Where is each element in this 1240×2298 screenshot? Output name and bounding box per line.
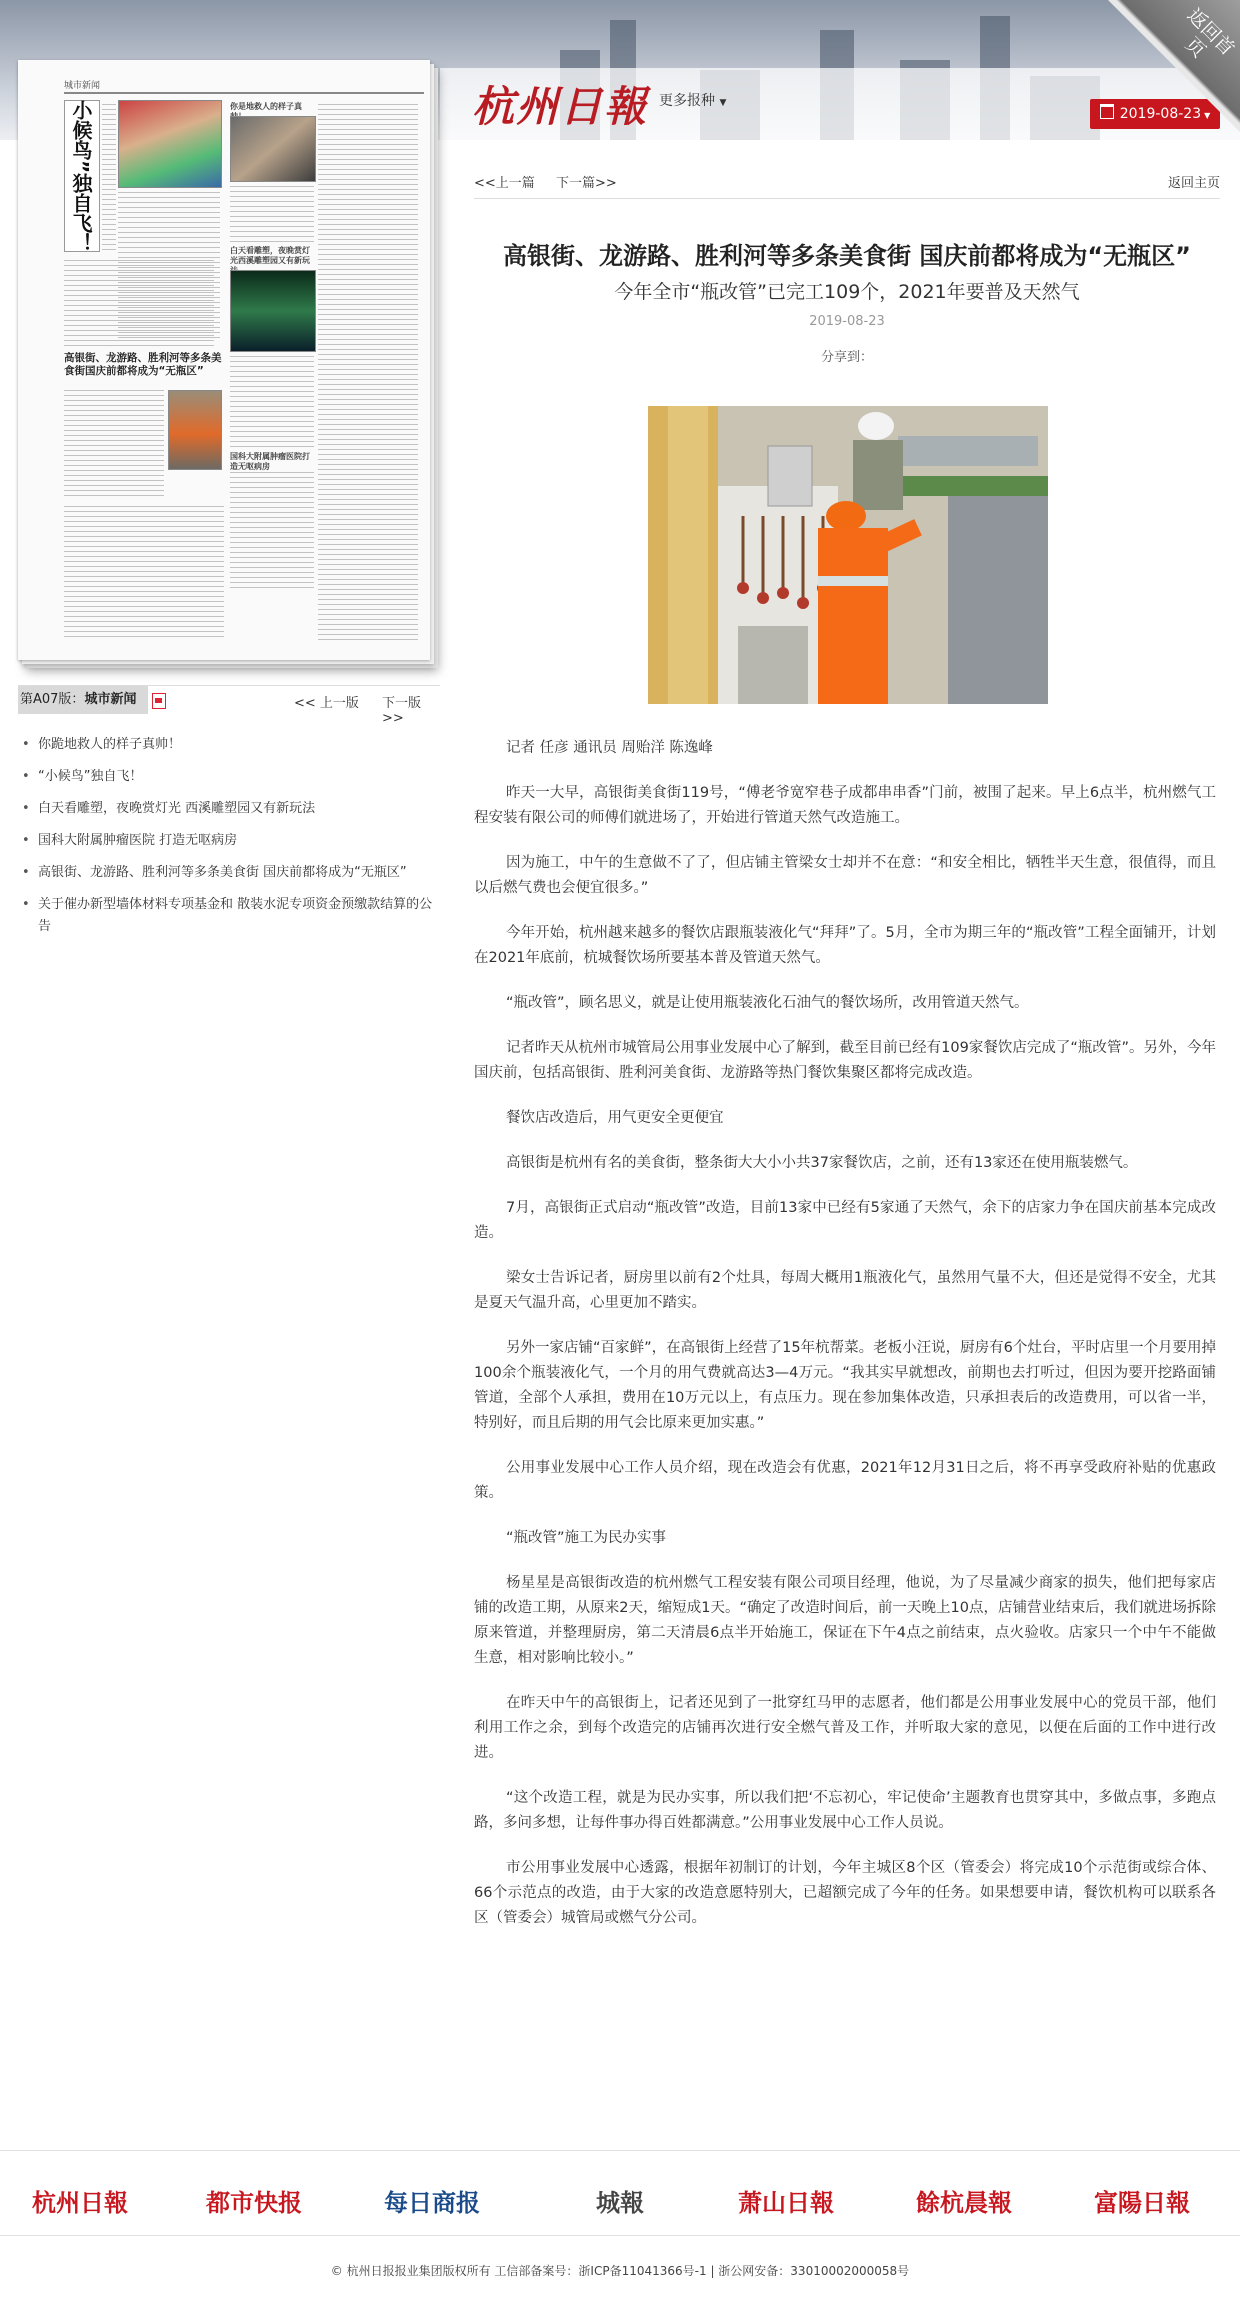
paper-side-title: 你是地救人的样子真: [230, 102, 302, 111]
article-title: 高银街、龙游路、胜利河等多条美食街 国庆前都将成为“无瓶区”: [503, 242, 1191, 270]
article-paragraph: “瓶改管”，顾名思义，就是让使用瓶装液化石油气的餐饮场所，改用管道天然气。: [506, 995, 1029, 1011]
prev-article-link[interactable]: <<上一篇: [474, 176, 535, 191]
calendar-icon: [1100, 104, 1114, 119]
article-paragraph: 在昨天中午的高银街上，记者还见到了一批穿红马甲的志愿者，他们都是公用事业发展中心的党员干部，他们利用工作之余，到每个改造完的店铺再次进行安全燃气普及工作，并听取大家的意见，以便在后面的工作中进行改进。: [474, 1695, 1216, 1761]
date-picker-button[interactable]: [1090, 99, 1220, 129]
article-subheading: 餐饮店改造后，用气更安全更便宜: [506, 1110, 724, 1126]
paper-text-block: [230, 356, 314, 448]
edition-label: [18, 686, 148, 714]
paper-text-block: [230, 472, 314, 592]
article-list-item[interactable]: • 关于催办新型墙体材料专项基金和 散装水泥专项资金预缴款结算的公告: [22, 894, 440, 938]
back-home-label[interactable]: 返回首页: [1180, 4, 1239, 63]
caret-down-icon: ▼: [1204, 111, 1211, 120]
next-article-link[interactable]: 下一篇>>: [556, 176, 617, 191]
paper-text-block: [64, 506, 224, 640]
paper-text-block: [64, 390, 164, 500]
paper-side-title: 白天看雕塑，夜晚赏灯光西溪雕塑园又有新玩: [230, 246, 310, 265]
more-papers-label: 更多报种: [659, 93, 715, 109]
article-list-item[interactable]: • 白天看雕塑，夜晚赏灯光 西溪雕塑园又有新玩法: [22, 798, 440, 820]
partner-logos: [0, 2150, 1240, 2236]
date-label: 2019-08-23: [1119, 106, 1202, 122]
share-label[interactable]: 分享到：: [820, 350, 873, 365]
article-nav: [474, 170, 1220, 199]
paper-text-block: [230, 186, 314, 242]
article-list-item[interactable]: • 你跪地救人的样子真帅！: [22, 734, 440, 756]
article-body: [474, 736, 1216, 1951]
edition-name: 城市新闻: [84, 692, 137, 707]
copyright-text: © 杭州日报报业集团版权所有 工信部备案号：浙ICP备11041366号-1 | 浙公网安备：33010002000058号: [330, 2264, 910, 2278]
caret-down-icon: ▼: [719, 98, 727, 108]
article-list-item[interactable]: • 国科大附属肿瘤医院 打造无呕病房: [22, 830, 440, 852]
edition-bar: [18, 685, 440, 726]
paper-photo: [118, 100, 222, 188]
article-paragraph: 市公用事业发展中心透露，根据年初制订的计划，今年主城区8个区（管委会）将完成10个示范街或综合体、66个示范点的改造，由于大家的改造意愿特别大，已超额完成了今年的任务。如果想要申请，餐饮机构可以联系各区（管委会）城管局或燃气分公司。: [474, 1860, 1216, 1926]
edition-number: 第A07版：: [20, 692, 85, 707]
article-list-item[interactable]: • “小候鸟”独自飞！: [22, 766, 440, 788]
article-photo: [648, 406, 1048, 704]
hangzhou-daily-logo[interactable]: 杭州日報: [472, 82, 649, 131]
back-home-link[interactable]: 返回主页: [1167, 176, 1220, 191]
paper-page[interactable]: [18, 60, 430, 660]
paper-photo: [168, 390, 222, 470]
article-subtitle: 今年全市“瓶改管”已完工109个，2021年要普及天然气: [614, 281, 1080, 303]
partner-logo-fuyang-daily[interactable]: 富陽日報: [1094, 2188, 1190, 2217]
partner-logo-hangzhou-daily[interactable]: 杭州日報: [32, 2188, 128, 2217]
article-paragraph: 记者 任彦 通讯员 周贻洋 陈逸峰: [506, 740, 713, 756]
article-list-item[interactable]: • 高银街、龙游路、胜利河等多条美食街 国庆前都将成为“无瓶区”: [22, 862, 440, 884]
article-paragraph: 7月，高银街正式启动“瓶改管”改造，目前13家中已经有5家通了天然气，余下的店家力争在国庆前基本完成改造。: [474, 1200, 1216, 1241]
paper-section-name: 城市新闻: [64, 81, 101, 91]
paper-side-title: 国科大附属肿瘤医院打造无呕病房: [230, 452, 310, 471]
paper-photo: [230, 116, 316, 182]
partner-logo-meiri-shangbao[interactable]: 每日商报: [384, 2188, 480, 2217]
partner-logo-metro[interactable]: 城報: [596, 2188, 644, 2217]
article-paragraph: 另外一家店铺“百家鲜”，在高银街上经营了15年杭帮菜。老板小汪说，厨房有6个灶台，平时店里一个月要用掉100余个瓶装液化气，一个月的用气费就高达3—4万元。“我其实早就想改，前期也去打听过，但因为要开挖路面铺管道，全部个人承担，费用在10万元以上，有点压力。现在参加集体改造，只承担表后的改造费用，可以省一半，特别好，而且后期的用气会比原来更加实惠。”: [474, 1340, 1216, 1431]
article-subheading: “瓶改管”施工为民办实事: [506, 1530, 667, 1546]
article-paragraph: 杨星星是高银街改造的杭州燃气工程安装有限公司项目经理，他说，为了尽量减少商家的损失，他们把每家店铺的改造工期，从原来2天，缩短成1天。“确定了改造时间后，前一天晚上10点，店铺营业结束后，我们就进场拆除原来管道，并整理厨房，第二天清晨6点半开始施工，保证在下午4点之前结束，点火验收。店家只一个中午不能做生意，相对影响比较小。”: [474, 1575, 1216, 1666]
newspaper-page-thumbnail[interactable]: [18, 60, 440, 672]
article-paragraph: 今年开始，杭州越来越多的餐饮店跟瓶装液化气“拜拜”了。5月，全市为期三年的“瓶改管”工程全面铺开，计划在2021年底前，杭城餐饮场所要基本普及管道天然气。: [474, 925, 1216, 966]
article-paragraph: 高银街是杭州有名的美食街，整条街大大小小共37家餐饮店，之前，还有13家还在使用瓶装燃气。: [506, 1155, 1138, 1171]
paper-headline: 高银街、龙游路、胜利河等多条美食街国庆前都将成为“无瓶区”: [64, 352, 222, 377]
paper-text-block: [318, 104, 418, 644]
article-date: 2019-08-23: [809, 314, 885, 329]
article-paragraph: 记者昨天从杭州市城管局公用事业发展中心了解到，截至目前已经有109家餐饮店完成了“瓶改管”。另外，今年国庆前，包括高银街、胜利河美食街、龙游路等热门餐饮集聚区都将完成改造。: [474, 1040, 1216, 1081]
pdf-icon[interactable]: [152, 693, 166, 709]
workers-pipe-photo: [648, 406, 1048, 704]
paper-text-block: [102, 104, 116, 254]
partner-logo-yuhang-morning[interactable]: 餘杭晨報: [916, 2188, 1012, 2217]
paper-photo: [230, 270, 316, 352]
paper-vertical-title: 小候鸟”独自飞！: [69, 100, 93, 254]
more-papers-dropdown[interactable]: [659, 90, 726, 110]
next-edition-link[interactable]: 下一版>>: [382, 696, 422, 726]
prev-edition-link[interactable]: << 上一版: [294, 696, 359, 711]
paper-text-block: [64, 260, 214, 346]
article-paragraph: “这个改造工程，就是为民办实事，所以我们把‘不忘初心，牢记使命’主题教育也贯穿其中，多做点事，多跑点路，多问多想，让每件事办得百姓都满意。”公用事业发展中心工作人员说。: [474, 1790, 1216, 1831]
article-paragraph: 公用事业发展中心工作人员介绍，现在改造会有优惠，2021年12月31日之后，将不再享受政府补贴的优惠政策。: [474, 1460, 1216, 1501]
article-paragraph: 因为施工，中午的生意做不了了，但店铺主管梁女士却并不在意：“和安全相比，牺牲半天生意，很值得，而且以后燃气费也会便宜很多。”: [474, 855, 1216, 896]
partner-logo-xiaoshan-daily[interactable]: 萧山日報: [738, 2188, 834, 2217]
article-list: [22, 734, 440, 948]
paper-section-header: [64, 78, 424, 94]
article-paragraph: 昨天一大早，高银街美食街119号，“傅老爷宽窄巷子成都串串香”门前，被围了起来。早上6点半，杭州燃气工程安装有限公司的师傅们就进场了，开始进行管道天然气改造施工。: [474, 785, 1216, 826]
partner-logo-dushi-kuaibao[interactable]: 都市快报: [206, 2188, 302, 2217]
article-paragraph: 梁女士告诉记者，厨房里以前有2个灶具，每周大概用1瓶液化气，虽然用气量不大，但还是觉得不安全，尤其是夏天气温升高，心里更加不踏实。: [474, 1270, 1216, 1311]
